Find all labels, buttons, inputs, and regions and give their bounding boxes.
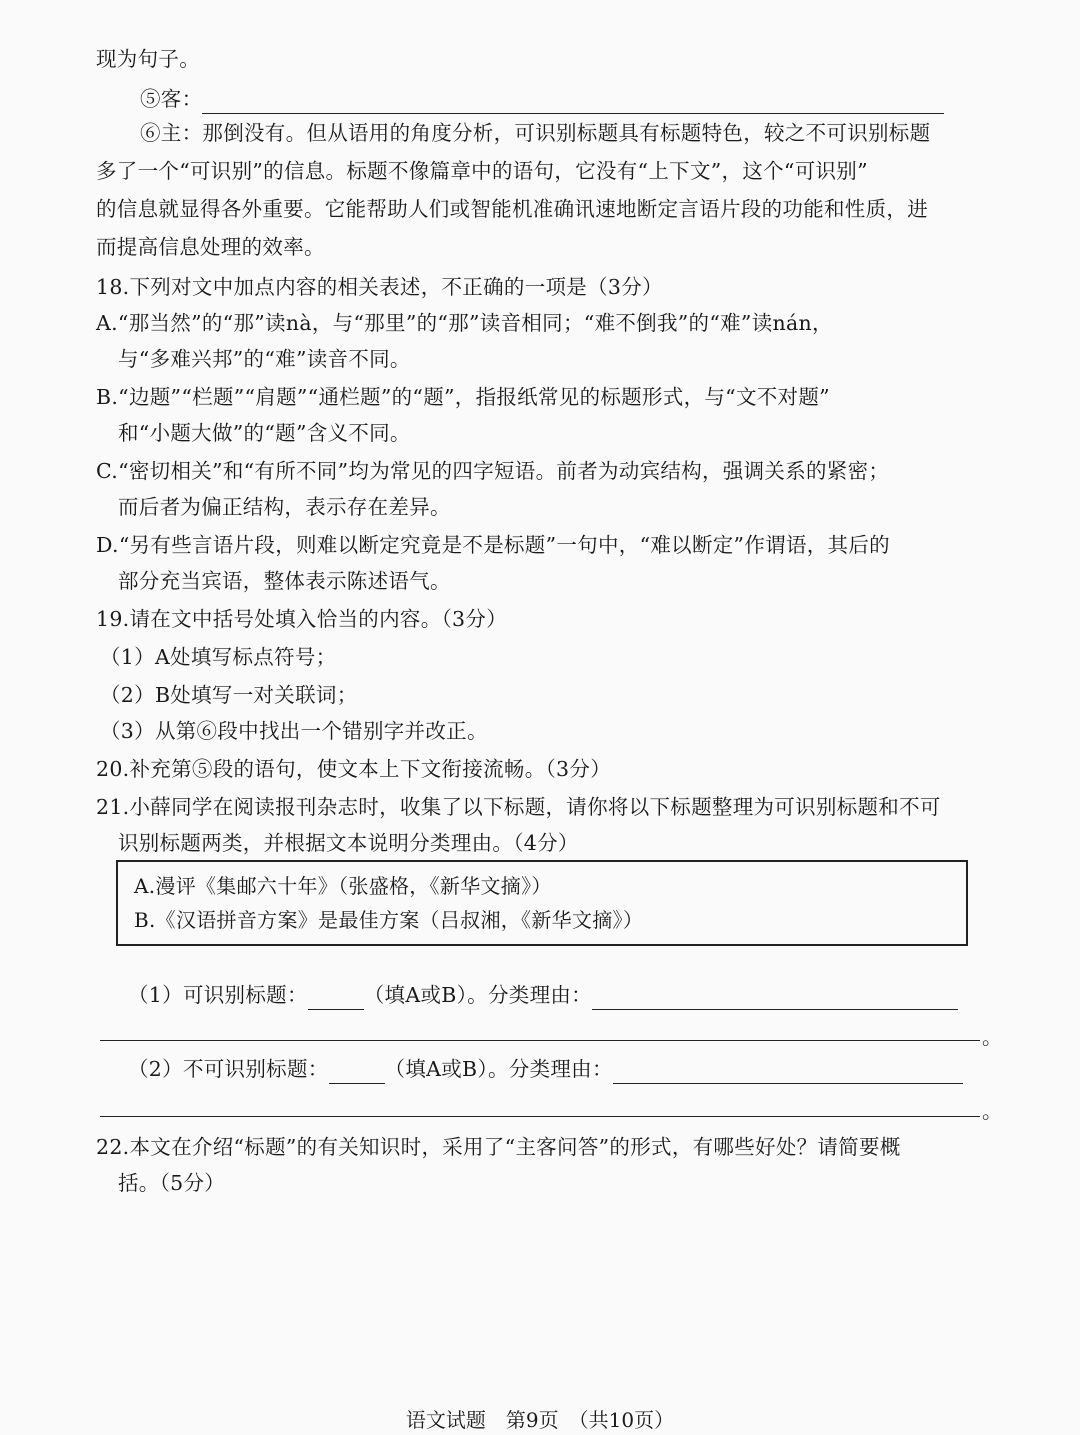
question-21-stem-cont: 识别标题两类，并根据文本说明分类理由。（4分） [118,831,579,855]
question-18-stem: 18.下列对文中加点内容的相关表述，不正确的一项是（3分） [96,275,663,299]
q21-part-2-label: （2）不可识别标题： [128,1057,329,1081]
question-21-stem: 21.小薛同学在阅读报刊杂志时，收集了以下标题，请你将以下标题整理为可识别标题和不可 [96,795,941,819]
q18-option-d-cont: 部分充当宾语，整体表示陈述语气。 [118,569,451,593]
page-footer: 语文试题 第9页 （共10页） [405,1408,675,1432]
answer-label: ⑤客： [140,87,203,111]
q21-part-2-choice-blank[interactable] [329,1061,385,1084]
q21-part-1-reason-line[interactable] [100,1040,980,1041]
headline-a: A.漫评《集邮六十年》（张盛格，《新华文摘》） [134,874,552,898]
q18-option-a: A.“那当然”的“那”读nà，与“那里”的“那”读音相同；“难不倒我”的“难”读nán， [96,311,833,335]
q21-part-1-reason-blank[interactable] [592,987,958,1010]
q21-part-1 [128,980,958,1010]
q21-part-2-reason-line[interactable] [100,1116,980,1117]
q21-part-1-instruction: （填A或B）。分类理由： [363,983,592,1007]
q21-part-2-instruction: （填A或B）。分类理由： [384,1057,613,1081]
q21-part-2 [128,1054,963,1084]
headline-b: B.《汉语拼音方案》是最佳方案（吕叔湘，《新华文摘》） [134,908,644,932]
q21-part-2-reason-blank[interactable] [613,1061,963,1084]
question-20-stem: 20.补充第⑤段的语句，使文本上下文衔接流畅。（3分） [96,757,611,781]
q18-option-a-cont: 与“多难兴邦”的“难”读音不同。 [118,347,411,371]
q18-option-b-cont: 和“小题大做”的“题”含义不同。 [118,421,411,445]
q21-part-1-label: （1）可识别标题： [128,983,308,1007]
q18-option-b: B.“边题”“栏题”“肩题”“通栏题”的“题”，指报纸常见的标题形式，与“文不对题” [96,385,830,409]
passage-line: 现为句子。 [96,47,200,71]
passage-line: 多了一个“可识别”的信息。标题不像篇章中的语句，它没有“上下文”，这个“可识别” [96,159,868,183]
q18-option-c-cont: 而后者为偏正结构，表示存在差异。 [118,495,451,519]
q19-sub-1: （1）A处填写标点符号； [100,645,337,669]
q21-part-1-choice-blank[interactable] [308,987,364,1010]
q19-sub-2: （2）B处填写一对关联词； [100,683,358,707]
passage-line: ⑥主：那倒没有。但从语用的角度分析，可识别标题具有标题特色，较之不可识别标题 [140,121,931,145]
period: 。 [982,1025,1002,1049]
q18-option-c: C.“密切相关”和“有所不同”均为常见的四字短语。前者为动宾结构，强调关系的紧密； [96,459,890,483]
answer-blank[interactable] [202,91,944,114]
question-22-stem: 22.本文在介绍“标题”的有关知识时，采用了“主客问答”的形式，有哪些好处？请简要概 [96,1135,901,1159]
question-19-stem: 19.请在文中括号处填入恰当的内容。（3分） [96,607,507,631]
q19-sub-3: （3）从第⑥段中找出一个错别字并改正。 [100,719,488,743]
headline-box [116,860,968,946]
passage-line: 的信息就显得各外重要。它能帮助人们或智能机准确讯速地断定言语片段的功能和性质，进 [96,197,928,221]
q18-option-d: D.“另有些言语片段，则难以断定究竟是不是标题”一句中，“难以断定”作谓语，其后的 [96,533,890,557]
answer-line-5 [140,84,944,114]
passage-line: 而提高信息处理的效率。 [96,235,325,259]
question-22-stem-cont: 括。（5分） [118,1171,226,1195]
period: 。 [982,1099,1002,1123]
